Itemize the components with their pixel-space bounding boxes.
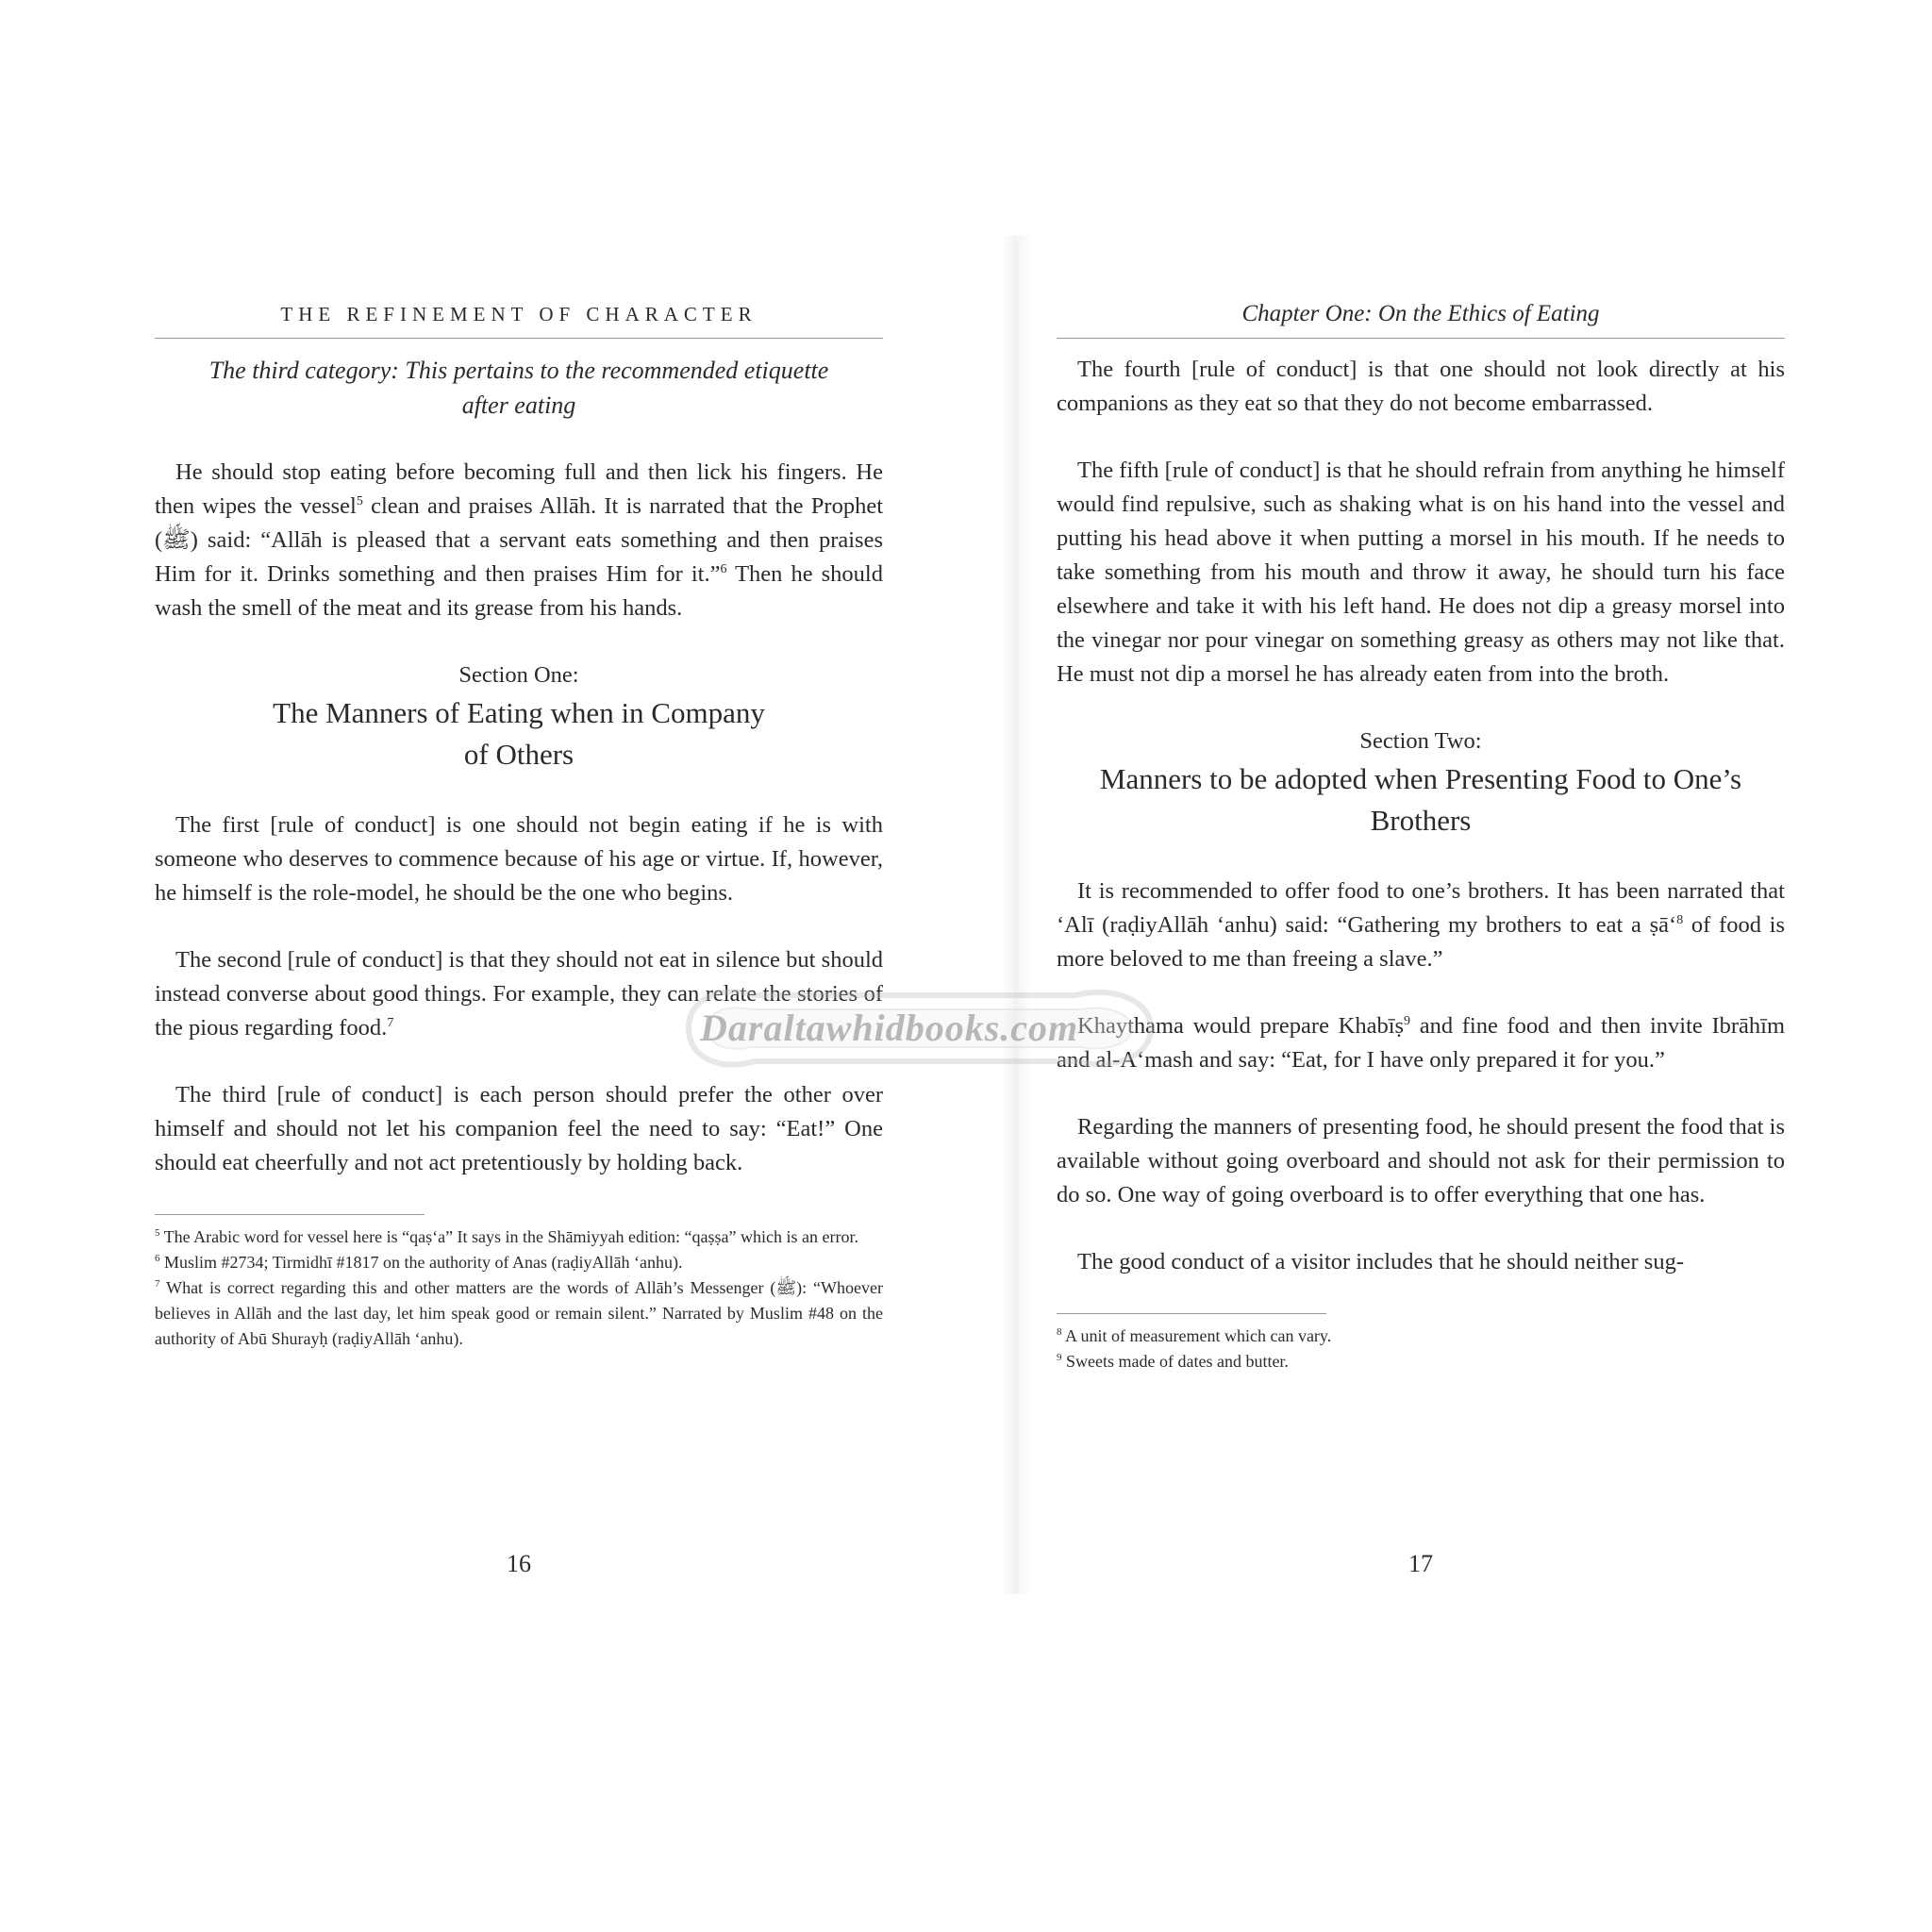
paragraph: He should stop eating before becoming full and then lick his fingers. He then wipes the vessel$^5$ clean and praises Allāh. It is narrated that the Prophet (ﷺ) said: “Allāh is pleased that a servant eats something and then praises Him for it. Drinks something and then praises Him for it.”$^6$ Then he should wash the smell of the meat and its grease from his hands. — [155, 459, 883, 621]
footnote: $^6$ Muslim #2734; Tirmidhī #1817 on the authority of Anas (raḍiyAllāh ‘anhu). — [155, 1253, 683, 1272]
page-number: 16 — [507, 1550, 531, 1577]
footnote-ref: 6 — [720, 561, 727, 576]
page-number: 17 — [1408, 1550, 1433, 1577]
footnote: $^5$ The Arabic word for vessel here is “qaṣ‘a” It says in the Shāmiyyah edition: “qaṣṣa” which is an error. — [155, 1227, 858, 1246]
footnote-ref: 7 — [387, 1015, 394, 1030]
paragraph: The first [rule of conduct] is one should not begin eating if he is with someone who deserves to commence because of his age or virtue. If, however, he himself is the role-model, he should be the one who begins. — [155, 812, 883, 906]
footnote: $^7$ What is correct regarding this and other matters are the words of Allāh’s Messenger (ﷺ): “Whoever believes in Allāh and the last day, let him speak good or remain silent.” Narrated by Muslim #48 on the authority of Abū Shurayḥ (raḍiyAllāh ‘anhu). — [155, 1278, 883, 1348]
footnote: $^8$ A unit of measurement which can vary. — [1057, 1326, 1332, 1345]
book-gutter — [1002, 236, 1030, 1594]
section-label: Section Two: — [1359, 728, 1482, 754]
footnote-rule — [155, 1214, 425, 1215]
footnote: $^9$ Sweets made of dates and butter. — [1057, 1352, 1289, 1371]
section-title: Manners to be adopted when Presenting Food to One’s Brothers — [1099, 762, 1742, 837]
section-label: Section One: — [458, 662, 579, 688]
left-page — [155, 300, 883, 1602]
running-head: Chapter One: On the Ethics of Eating — [1057, 300, 1785, 339]
right-page-body — [1057, 353, 1785, 1374]
paragraph: Khaythama would prepare Khabīṣ$^9$ and fine food and then invite Ibrāhīm and al-A‘mash and say: “Eat, for I have only prepared it for you.” — [1057, 1013, 1786, 1073]
paragraph: The fifth [rule of conduct] is that he should refrain from anything he himself would find repulsive, such as shaking what is on his hand into the vessel and putting his head above it when putting a morsel in his mouth. If he needs to take something from his mouth and throw it away, he should turn his face elsewhere and take it with his left hand. He does not dip a greasy morsel into the vinegar nor pour vinegar on something greasy as others may not like that. He must not dip a morsel he has already eaten from into the broth. — [1057, 458, 1785, 687]
paragraph: The third [rule of conduct] is each person should prefer the other over himself and should not let his companion feel the need to say: “Eat!” One should eat cheerfully and not act pretentiously by holding back. — [155, 1082, 883, 1175]
footnote-ref: 5 — [356, 493, 363, 508]
left-page-body — [155, 353, 883, 1352]
paragraph: The second [rule of conduct] is that they should not eat in silence but should instead converse about good things. For example, they can relate the stories of the pious regarding food.$^7$ — [155, 947, 883, 1041]
paragraph: The fourth [rule of conduct] is that one should not look directly at his companions as they eat so that they do not become embarrassed. — [1057, 357, 1785, 416]
paragraph: It is recommended to offer food to one’s brothers. It has been narrated that ‘Alī (raḍiyAllāh ‘anhu) said: “Gathering my brothers to eat a ṣā‘$^8$ of food is more beloved to me than freeing a slave.” — [1057, 878, 1785, 972]
paragraph: The good conduct of a visitor includes that he should neither sug- — [1077, 1249, 1684, 1274]
section-title: The Manners of Eating when in Company of Others — [273, 696, 765, 771]
paragraph: Regarding the manners of presenting food, he should present the food that is available without going overboard and should not ask for their permission to do so. One way of going overboard is to offer everything that one has. — [1057, 1114, 1785, 1208]
watermark-text: Daraltawhidbooks.com — [700, 1007, 1079, 1049]
footnote-ref: 9 — [1404, 1013, 1411, 1028]
category-heading: The third category: This pertains to the recommended etiquette after eating — [208, 357, 829, 419]
footnote-ref: 8 — [1676, 912, 1684, 927]
right-page — [1057, 300, 1785, 1602]
footnote-rule — [1057, 1313, 1326, 1314]
running-head: THE REFINEMENT OF CHARACTER — [155, 300, 883, 339]
